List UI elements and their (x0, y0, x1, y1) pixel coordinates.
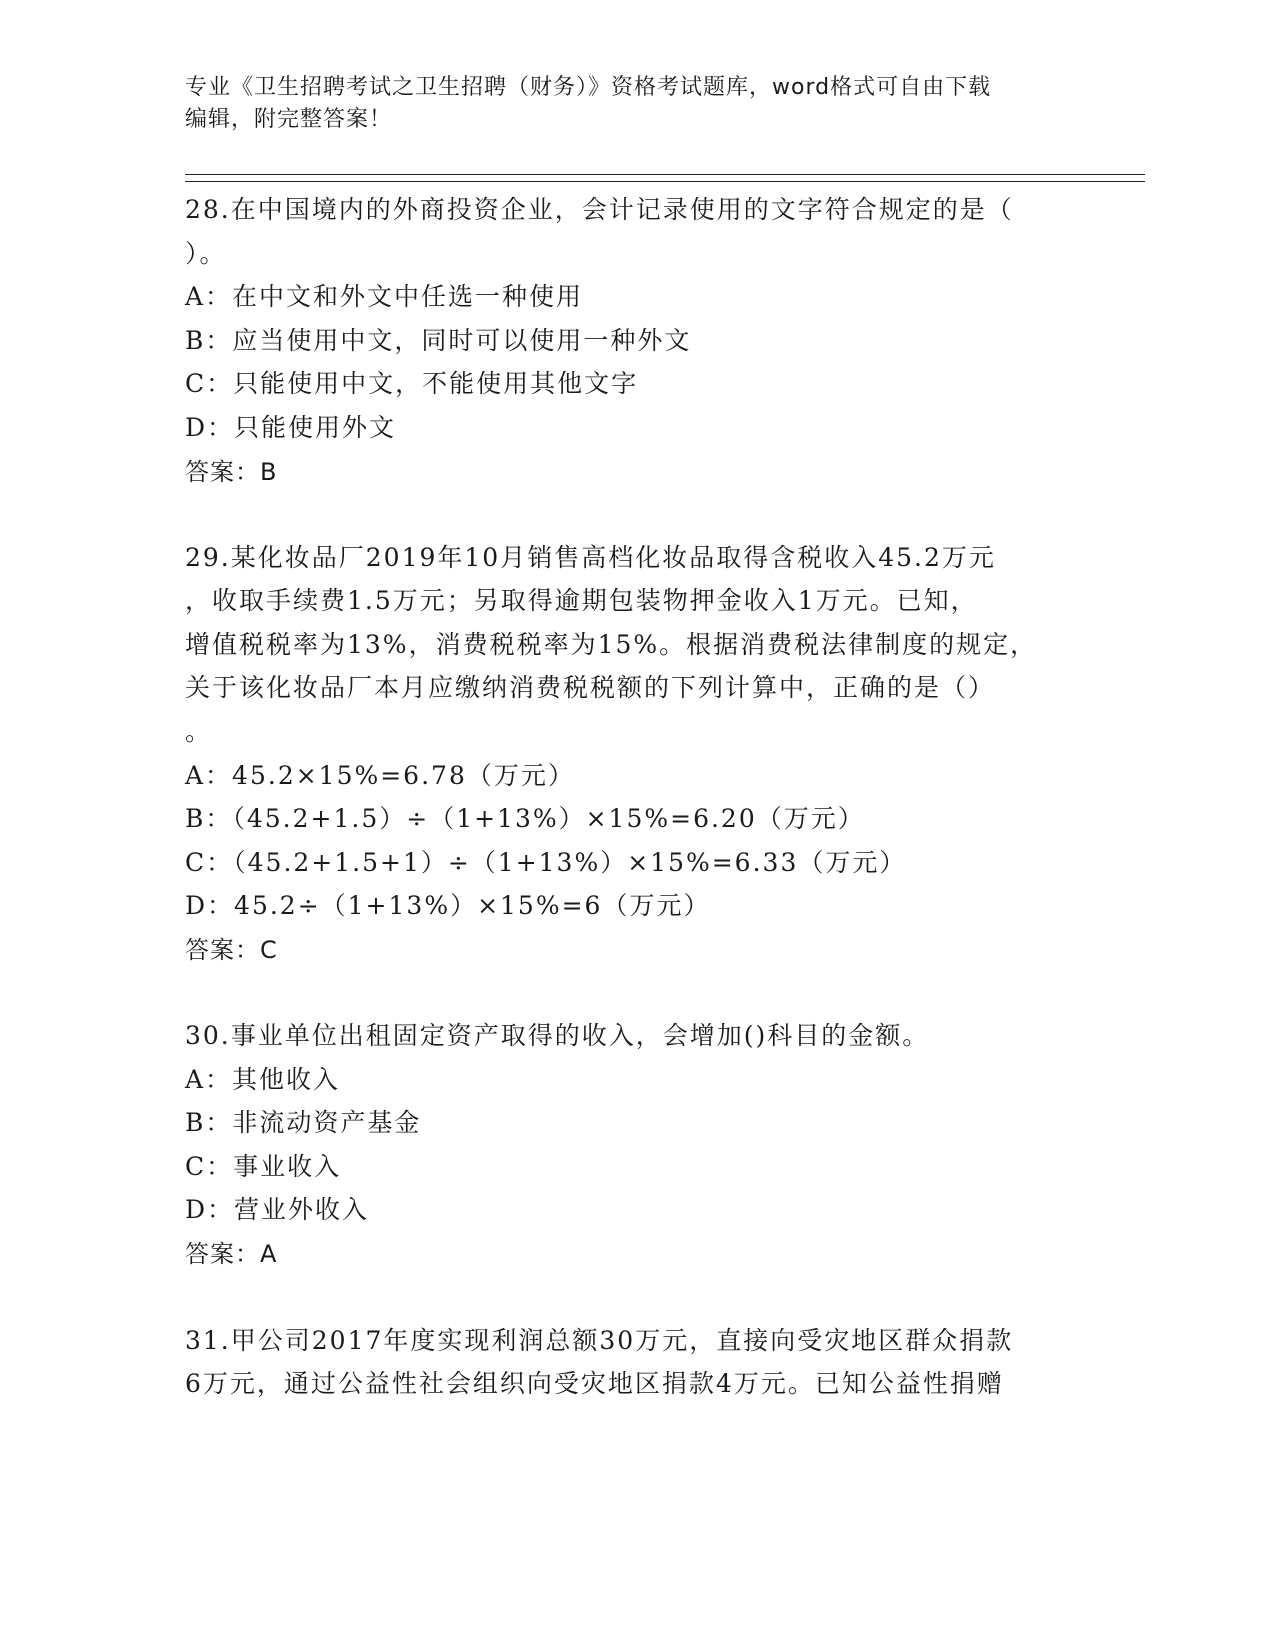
question-29-stem-line-1: 29.某化妆品厂2019年10月销售高档化妆品取得含税收入45.2万元 (185, 543, 996, 572)
question-28-option-b: B：应当使用中文，同时可以使用一种外文 (185, 326, 692, 355)
question-28-answer: 答案：B (185, 458, 278, 486)
question-28-option-d: D：只能使用外文 (185, 413, 397, 442)
question-31-stem-line-1: 31.甲公司2017年度实现利润总额30万元，直接向受灾地区群众捐款 (185, 1326, 1014, 1355)
question-30-option-c: C：事业收入 (185, 1152, 342, 1181)
question-30-option-d: D：营业外收入 (185, 1195, 370, 1224)
document-header: 专业《卫生招聘考试之卫生招聘（财务）》资格考试题库，word格式可自由下载 编辑，附完整答案！ (185, 75, 992, 132)
question-29-answer: 答案：C (185, 936, 278, 964)
question-28-option-a: A：在中文和外文中任选一种使用 (185, 282, 584, 311)
question-30-stem-line-1: 30.事业单位出租固定资产取得的收入，会增加()科目的金额。 (185, 1021, 930, 1050)
question-29-stem-line-3: 增值税税率为13%，消费税税率为15%。根据消费税法律制度的规定， (185, 630, 1038, 659)
question-28-stem-line-1: 28.在中国境内的外商投资企业，会计记录使用的文字符合规定的是（ (185, 195, 1014, 224)
header-divider-top (185, 174, 1145, 175)
question-28-stem-line-2: ）。 (185, 239, 227, 268)
question-29-option-a: A：45.2×15%=6.78（万元） (185, 761, 575, 790)
question-29-option-b: B：（45.2+1.5）÷（1+13%）×15%=6.20（万元） (185, 804, 865, 833)
question-30-option-a: A：其他收入 (185, 1065, 341, 1094)
question-29-stem-line-2: ，收取手续费1.5万元；另取得逾期包装物押金收入1万元。已知， (185, 586, 978, 615)
question-29-stem-line-4: 关于该化妆品厂本月应缴纳消费税税额的下列计算中，正确的是（） (185, 673, 996, 702)
question-28-option-c: C：只能使用中文，不能使用其他文字 (185, 369, 639, 398)
question-31-stem-line-2: 6万元，通过公益性社会组织向受灾地区捐款4万元。已知公益性捐赠 (185, 1369, 1004, 1398)
question-30-answer: 答案：A (185, 1240, 278, 1268)
question-30-option-b: B：非流动资产基金 (185, 1108, 422, 1137)
question-29-option-d: D：45.2÷（1+13%）×15%=6（万元） (185, 891, 711, 920)
header-divider-bottom (185, 181, 1145, 182)
question-29-option-c: C：（45.2+1.5+1）÷（1+13%）×15%=6.33（万元） (185, 848, 907, 877)
question-29-stem-line-5: 。 (185, 717, 213, 746)
